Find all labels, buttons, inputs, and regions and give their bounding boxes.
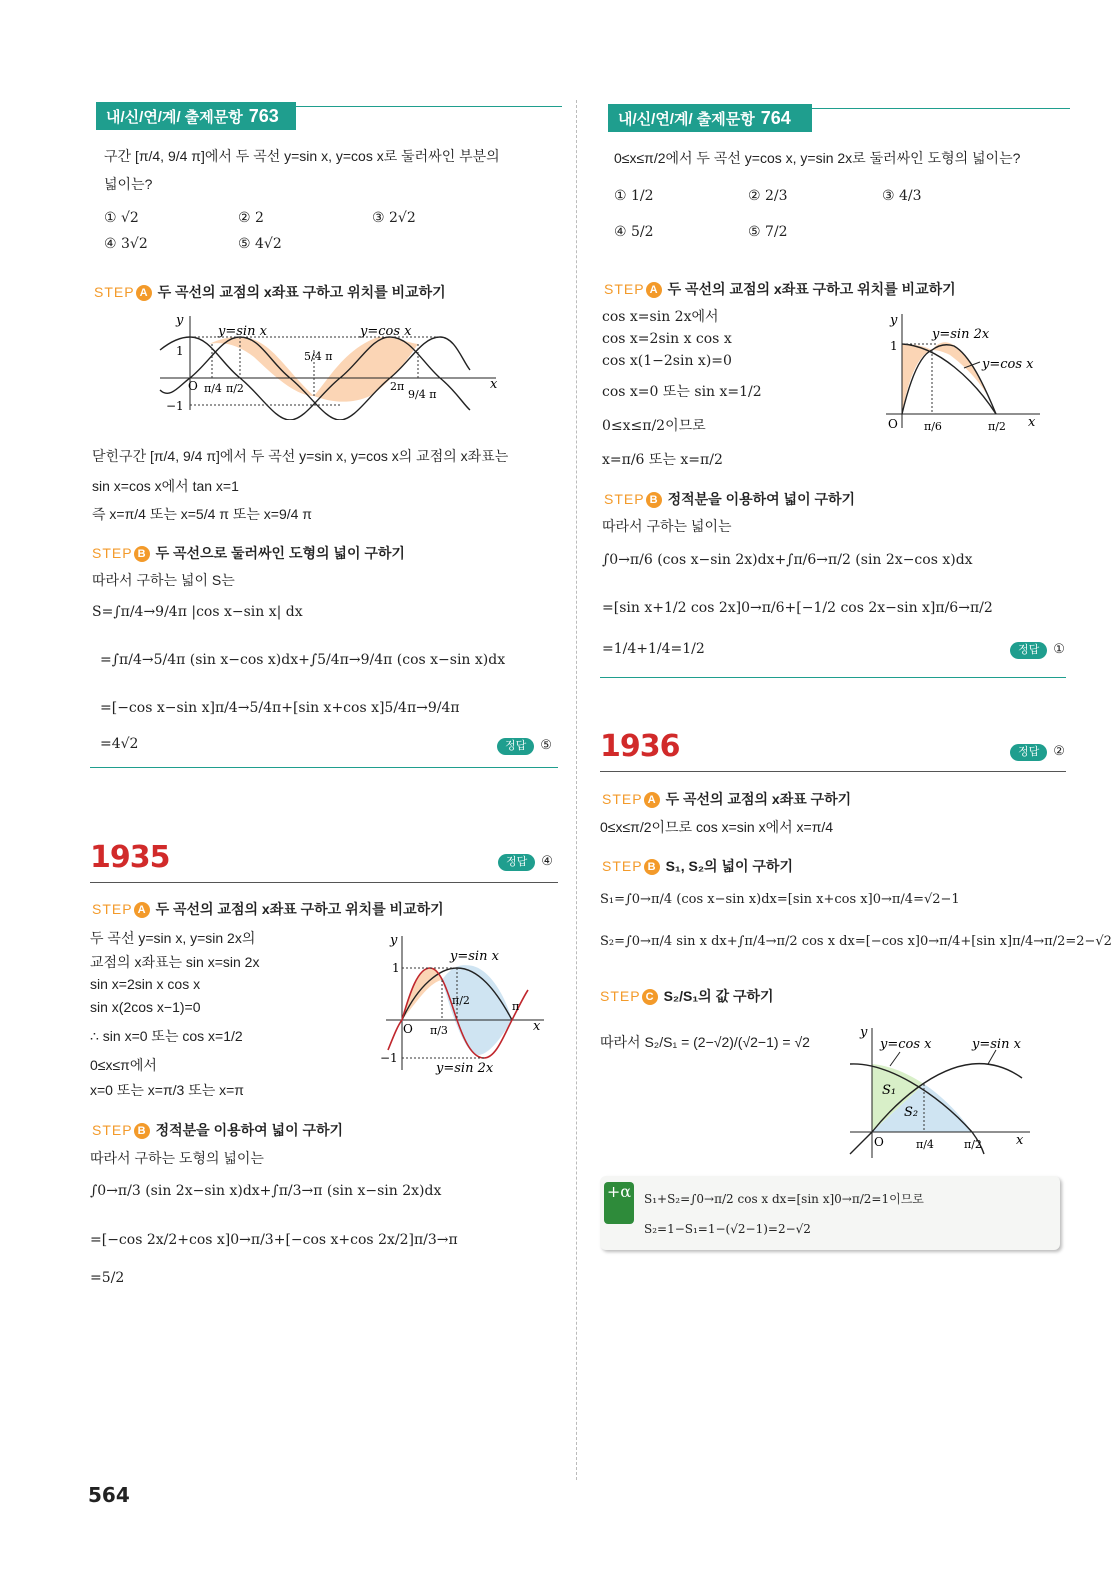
body-line-1: 닫힌구간 [π/4, 9/4 π]에서 두 곡선 y=sin x, y=cos x의 교점의 x좌표는	[92, 448, 509, 464]
equation-4: =4√2	[100, 736, 139, 752]
step-a-heading	[602, 789, 851, 809]
label-sin: y=sin x	[218, 324, 267, 339]
step-label: STEP	[92, 1122, 133, 1138]
label-1: 1	[890, 339, 898, 353]
answer-label: 정답	[497, 738, 534, 755]
label-s1: S₁	[882, 1083, 897, 1098]
label-pi6: π/6	[924, 420, 942, 433]
step-title: S₁, S₂의 넓이 구하기	[665, 858, 793, 874]
equation-3: =5/2	[90, 1270, 125, 1286]
equation-1: S₁=∫0→π/4 (cos x−sin x)dx=[sin x+cos x]0→π/4=√2−1	[600, 892, 960, 907]
question-line: 0≤x≤π/2에서 두 곡선 y=cos x, y=sin 2x로 둘러싸인 도형의 넓이는?	[614, 150, 1021, 166]
step-a-heading	[94, 282, 446, 302]
choice-5: ⑤ 7/2	[748, 224, 788, 240]
step-label: STEP	[604, 491, 645, 507]
line-5: ∴ sin x=0 또는 cos x=1/2	[90, 1028, 243, 1044]
label-94pi: 9/4 π	[408, 388, 437, 401]
choice-2: ② 2	[238, 210, 264, 226]
step-title: 정적분을 이용하여 넓이 구하기	[155, 1122, 344, 1138]
header-rule	[802, 108, 1070, 109]
body-line-1: 따라서 구하는 넓이는	[602, 518, 732, 534]
label-y: y	[860, 1025, 868, 1040]
label-pi4: π/4	[916, 1138, 934, 1151]
equation-2: =[sin x+1/2 cos 2x]0→π/6+[−1/2 cos 2x−sin x]π/6→π/2	[602, 600, 993, 616]
equation-3: =[−cos x−sin x]π/4→5/4π+[sin x+cos x]5/4π→9/4π	[100, 700, 460, 716]
answer-label: 정답	[498, 854, 535, 871]
line-5: 0≤x≤π/2이므로	[602, 418, 706, 434]
label-y: y	[890, 313, 898, 328]
equation-2: S₂=∫0→π/4 sin x dx+∫π/4→π/2 cos x dx=[−cos x]0→π/4+[sin x]π/4→π/2=2−√2	[600, 934, 1112, 949]
problem-764-header	[608, 104, 812, 132]
step-letter: B	[134, 1123, 150, 1139]
label-neg1: −1	[380, 1051, 398, 1065]
line-4: sin x(2cos x−1)=0	[90, 999, 201, 1015]
label-y: y	[390, 933, 398, 948]
header-number: 764	[760, 108, 791, 128]
label-x: x	[1016, 1133, 1024, 1148]
label-neg1: −1	[166, 399, 184, 413]
line-6: x=π/6 또는 x=π/2	[602, 452, 723, 468]
label-cos: y=cos x	[360, 324, 412, 339]
problem-number-1936: 1936	[600, 729, 680, 764]
plus-alpha-icon: +α	[604, 1182, 634, 1224]
header-rule	[286, 106, 562, 107]
header-label: 내/신/연/계/ 출제문항	[106, 109, 243, 126]
choice-1: ① 1/2	[614, 188, 654, 204]
step-title: 두 곡선의 교점의 x좌표 구하고 위치를 비교하기	[155, 901, 444, 917]
answer-764	[1010, 641, 1065, 659]
line-4: cos x=0 또는 sin x=1/2	[602, 384, 762, 400]
step-label: STEP	[600, 988, 641, 1004]
step-title: 두 곡선으로 둘러싸인 도형의 넓이 구하기	[155, 545, 405, 561]
section-rule	[90, 882, 558, 883]
line-7: x=0 또는 x=π/3 또는 x=π	[90, 1082, 244, 1098]
label-x: x	[490, 377, 498, 392]
step-title: 정적분을 이용하여 넓이 구하기	[667, 491, 856, 507]
choice-3: ③ 4/3	[882, 188, 922, 204]
answer-value: ①	[1053, 641, 1065, 656]
shaded-region-1	[209, 337, 314, 396]
step-letter: A	[136, 285, 152, 301]
equation-2: =∫π/4→5/4π (sin x−cos x)dx+∫5/4π→9/4π (cos x−sin x)dx	[100, 652, 506, 668]
body-line-1: 따라서 구하는 도형의 넓이는	[90, 1150, 264, 1166]
step-b-heading	[602, 856, 793, 876]
question-line-1: 구간 [π/4, 9/4 π]에서 두 곡선 y=sin x, y=cos x로 둘러싸인 부분의	[104, 148, 500, 164]
label-pi2: π/2	[452, 994, 470, 1007]
line-2: 교점의 x좌표는 sin x=sin 2x	[90, 954, 260, 970]
step-label: STEP	[94, 284, 135, 300]
step-title: S₂/S₁의 값 구하기	[663, 988, 774, 1004]
label-sin2x: y=sin 2x	[932, 327, 990, 342]
choice-4: ④ 3√2	[104, 236, 148, 252]
line-2: cos x=2sin x cos x	[602, 331, 732, 347]
line-3: cos x(1−2sin x)=0	[602, 353, 732, 369]
choice-5: ⑤ 4√2	[238, 236, 282, 252]
step-b-heading	[92, 1120, 343, 1140]
label-pi3: π/3	[430, 1024, 448, 1037]
body-line-2: sin x=cos x에서 tan x=1	[92, 478, 239, 494]
step-label: STEP	[602, 858, 643, 874]
step-title: 두 곡선의 교점의 x좌표 구하고 위치를 비교하기	[157, 284, 446, 300]
answer-label: 정답	[1010, 744, 1047, 761]
page-number: 564	[88, 1483, 130, 1507]
step-b-heading	[92, 543, 405, 563]
body-line-3: 즉 x=π/4 또는 x=5/4 π 또는 x=9/4 π	[92, 506, 312, 522]
answer-label: 정답	[1010, 642, 1047, 659]
pointer-cos	[890, 1052, 900, 1066]
step-label: STEP	[604, 281, 645, 297]
choice-3: ③ 2√2	[372, 210, 416, 226]
equation-1: S=∫π/4→9/4π |cos x−sin x| dx	[92, 604, 303, 620]
section-rule	[90, 767, 558, 768]
region-2	[932, 342, 996, 414]
label-x: x	[533, 1019, 541, 1034]
choice-2: ② 2/3	[748, 188, 788, 204]
choice-1: ① √2	[104, 210, 139, 226]
label-sin: y=sin x	[972, 1037, 1021, 1052]
column-divider	[576, 100, 577, 1480]
equation-1: ∫0→π/6 (cos x−sin 2x)dx+∫π/6→π/2 (sin 2x−cos x)dx	[602, 552, 973, 568]
answer-763	[497, 737, 552, 755]
line-1: cos x=sin 2x에서	[602, 309, 719, 325]
step-title: 두 곡선의 교점의 x좌표 구하고 위치를 비교하기	[667, 281, 956, 297]
label-y: y	[176, 313, 184, 328]
step-label: STEP	[92, 901, 133, 917]
step-c-heading	[600, 986, 774, 1006]
body-line-4: 따라서 구하는 넓이 S는	[92, 572, 235, 588]
line-1: 두 곡선 y=sin x, y=sin 2x의	[90, 930, 256, 946]
section-rule	[600, 677, 1066, 678]
label-cos: y=cos x	[880, 1037, 932, 1052]
label-pi2: π/2	[226, 382, 244, 395]
graph-sin-sin2x-1935	[378, 930, 548, 1080]
step-b-heading	[604, 489, 855, 509]
label-cos: y=cos x	[982, 357, 1034, 372]
label-pi4: π/4	[204, 382, 222, 395]
label-pi2: π/2	[964, 1138, 982, 1151]
label-x: x	[1028, 415, 1036, 430]
answer-value: ⑤	[540, 737, 552, 752]
header-label: 내/신/연/계/ 출제문항	[618, 111, 755, 128]
pointer-sin	[988, 1050, 996, 1064]
choice-4: ④ 5/2	[614, 224, 654, 240]
equation-1: ∫0→π/3 (sin 2x−sin x)dx+∫π/3→π (sin x−sin 2x)dx	[90, 1183, 442, 1199]
line-3: sin x=2sin x cos x	[90, 976, 201, 992]
label-sin: y=sin x	[450, 949, 499, 964]
step-letter: A	[646, 282, 662, 298]
step-letter: B	[134, 546, 150, 562]
label-2pi: 2π	[390, 380, 405, 393]
graph-s1-s2-1936	[846, 1022, 1036, 1164]
answer-value: ②	[1053, 743, 1065, 758]
step-a-heading	[604, 279, 956, 299]
problem-number-1935: 1935	[90, 840, 170, 875]
answer-value: ④	[541, 853, 553, 868]
header-number: 763	[248, 106, 279, 126]
label-o: O	[874, 1135, 884, 1149]
answer-1936	[1010, 743, 1065, 761]
tip-box	[600, 1176, 1060, 1250]
step-label: STEP	[92, 545, 133, 561]
graph-sin-cos-763	[150, 310, 520, 420]
line-6: 0≤x≤π에서	[90, 1057, 157, 1073]
answer-1935	[498, 853, 553, 871]
step-letter: A	[134, 902, 150, 918]
equation-2: =[−cos 2x/2+cos x]0→π/3+[−cos x+cos 2x/2]π/3→π	[90, 1232, 458, 1248]
step-letter: A	[644, 792, 660, 808]
label-s2: S₂	[904, 1105, 919, 1120]
step-letter: B	[646, 492, 662, 508]
question-line-2: 넓이는?	[104, 176, 153, 192]
label-sin2x: y=sin 2x	[436, 1061, 494, 1076]
graph-cos-sin2x-764	[878, 310, 1048, 445]
label-54pi: 5/4 π	[304, 350, 333, 363]
label-o: O	[888, 417, 898, 431]
body-line-2: 따라서 S₂/S₁ = (2−√2)/(√2−1) = √2	[600, 1034, 810, 1050]
equation-3: =1/4+1/4=1/2	[602, 641, 705, 657]
label-o: O	[403, 1022, 413, 1036]
problem-763-header	[96, 102, 296, 130]
label-pi2: π/2	[988, 420, 1006, 433]
tip-line-2: S₂=1−S₁=1−(√2−1)=2−√2	[644, 1222, 811, 1236]
step-label: STEP	[602, 791, 643, 807]
label-pi: π	[512, 1000, 520, 1013]
step-letter: C	[642, 989, 658, 1005]
step-title: 두 곡선의 교점의 x좌표 구하기	[665, 791, 852, 807]
region-1	[902, 344, 932, 414]
section-rule	[600, 771, 1066, 772]
step-letter: B	[644, 859, 660, 875]
label-1: 1	[392, 961, 400, 975]
label-1: 1	[176, 344, 184, 358]
body-line-1: 0≤x≤π/2이므로 cos x=sin x에서 x=π/4	[600, 819, 834, 835]
label-o: O	[188, 379, 198, 393]
step-a-heading	[92, 899, 444, 919]
tip-line-1: S₁+S₂=∫0→π/2 cos x dx=[sin x]0→π/2=1이므로	[644, 1192, 924, 1206]
